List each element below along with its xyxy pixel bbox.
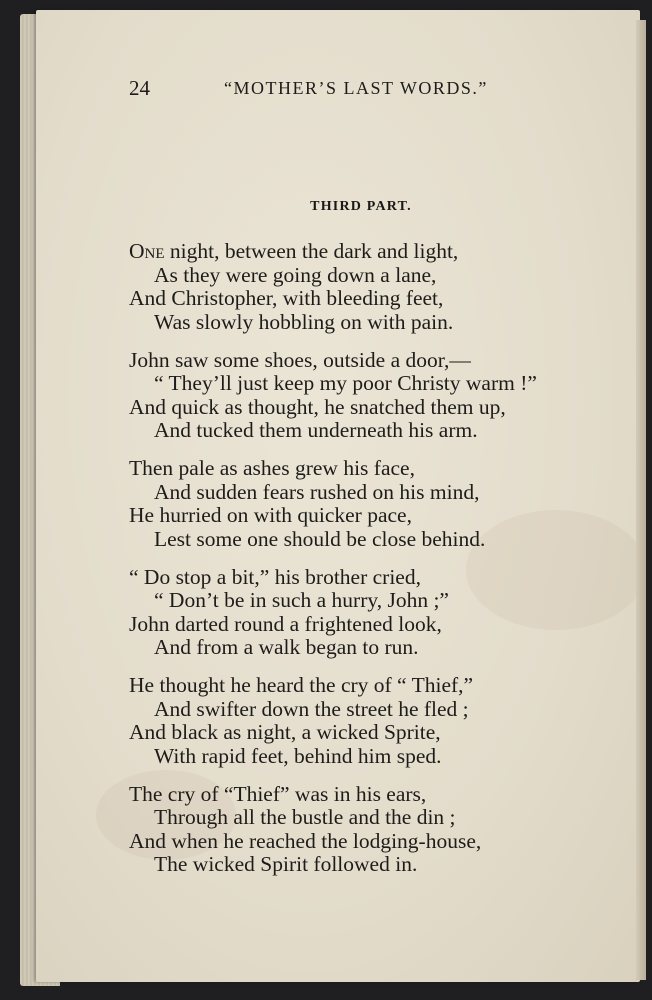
poem-line-text: And swifter down the street he fled ; xyxy=(154,696,469,721)
poem-line-text: “ Don’t be in such a hurry, John ;” xyxy=(154,588,449,612)
stanza xyxy=(129,674,609,768)
page-header xyxy=(129,76,549,104)
poem-line-text: He thought he heard the cry of “ Thief,” xyxy=(129,673,474,697)
page-number: 24 xyxy=(129,76,150,100)
stanza xyxy=(129,240,609,334)
poem-line xyxy=(129,589,609,613)
poem-line xyxy=(129,264,609,288)
poem-line xyxy=(129,806,609,830)
poem-line xyxy=(129,457,609,481)
poem-line-text: With rapid feet, behind him sped. xyxy=(154,743,442,768)
poem-line-text: And quick as thought, he snatched them up, xyxy=(129,394,506,419)
poem-line xyxy=(129,528,609,552)
poem-line-text: The wicked Spirit followed in. xyxy=(154,852,418,876)
poem-line xyxy=(129,721,609,745)
poem-line-text: “ They’ll just keep my poor Christy warm !” xyxy=(154,371,537,395)
poem-line-text: As they were going down a lane, xyxy=(154,262,437,287)
stanza xyxy=(129,566,609,660)
poem-line xyxy=(129,566,609,590)
poem-line xyxy=(129,396,609,420)
poem-line-text: And black as night, a wicked Sprite, xyxy=(129,720,441,744)
poem-line xyxy=(129,287,609,311)
poem-line xyxy=(129,311,609,335)
poem-line-text: And Christopher, with bleeding feet, xyxy=(129,286,444,310)
page-edge-right xyxy=(636,20,646,980)
poem-line xyxy=(129,240,609,264)
poem-line xyxy=(129,349,609,373)
poem-line xyxy=(129,504,609,528)
poem-line xyxy=(129,481,609,505)
poem-line-text: Then pale as ashes grew his face, xyxy=(129,456,415,480)
poem-line-text: “ Do stop a bit,” his brother cried, xyxy=(129,564,421,589)
poem-line xyxy=(129,783,609,807)
poem-line xyxy=(129,745,609,769)
poem-line-text: Lest some one should be close behind. xyxy=(154,526,486,551)
stanza-lead-word: One xyxy=(129,239,165,263)
stanza xyxy=(129,783,609,877)
section-heading: THIRD PART. xyxy=(310,199,412,214)
poem-line xyxy=(129,830,609,854)
poem-line-text: He hurried on with quicker pace, xyxy=(129,503,412,527)
poem-line xyxy=(129,636,609,660)
poem-line-text: John darted round a frightened look, xyxy=(129,611,442,636)
poem-line xyxy=(129,372,609,396)
poem-line-text: Through all the bustle and the din ; xyxy=(154,805,456,829)
poem-line-text: And sudden fears rushed on his mind, xyxy=(154,479,480,504)
poem-line xyxy=(129,853,609,877)
poem-line-text: And tucked them underneath his arm. xyxy=(154,418,478,442)
poem-line-text: And when he reached the lodging-house, xyxy=(129,828,482,853)
stanza xyxy=(129,457,609,551)
poem-line-text: And from a walk began to run. xyxy=(154,635,419,659)
poem-line-text: The cry of “Thief” was in his ears, xyxy=(129,781,427,806)
poem-line xyxy=(129,613,609,637)
poem-line xyxy=(129,419,609,443)
poem-line-text: John saw some shoes, outside a door,— xyxy=(129,347,471,372)
poem-line xyxy=(129,674,609,698)
stanza xyxy=(129,349,609,443)
poem-line xyxy=(129,698,609,722)
poem-line-text: Was slowly hobbling on with pain. xyxy=(154,309,454,334)
poem-body xyxy=(129,240,609,891)
running-title: “MOTHER’S LAST WORDS.” xyxy=(224,78,488,98)
poem-line-text: night, between the dark and light, xyxy=(164,239,459,263)
